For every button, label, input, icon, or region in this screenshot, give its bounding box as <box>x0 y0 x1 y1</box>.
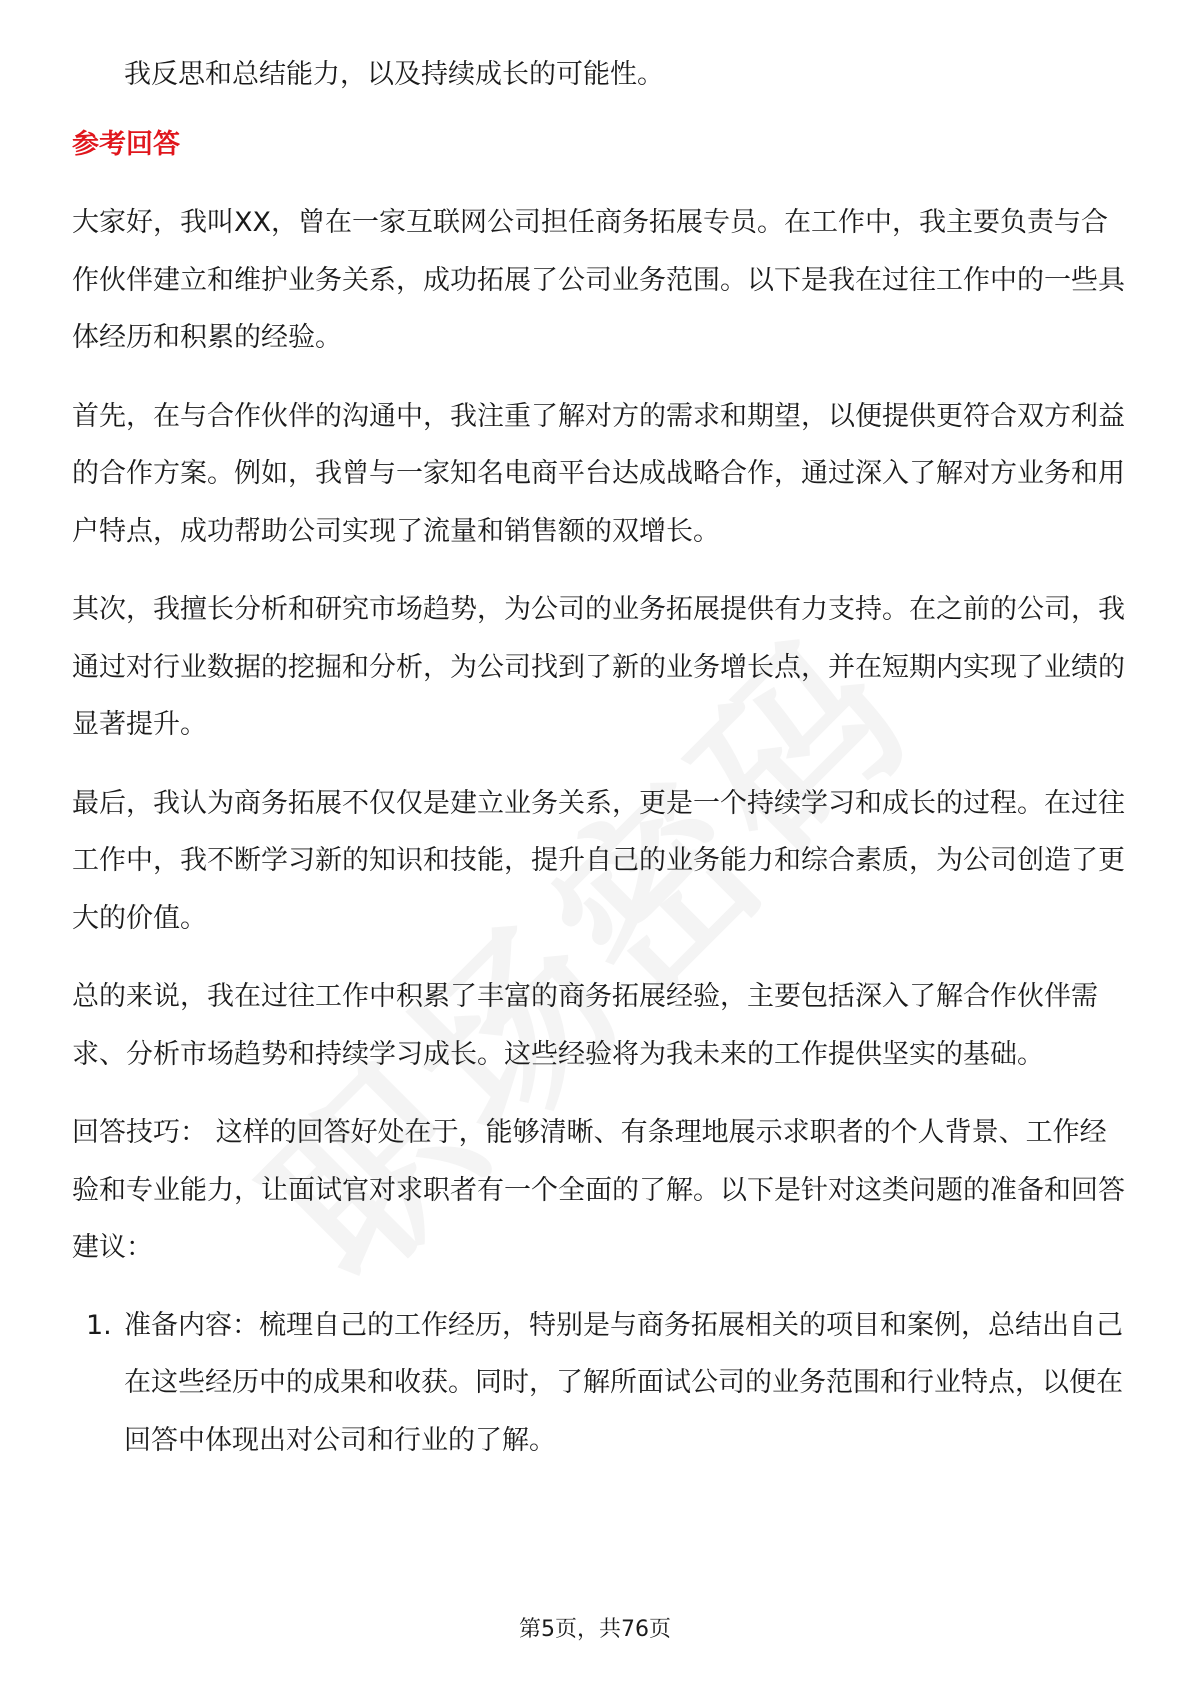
section-heading: 参考回答 <box>72 128 180 160</box>
paragraph-2: 首先，在与合作伙伴的沟通中，我注重了解对方的需求和期望，以便提供更符合双方利益的合作方案。例如，我曾与一家知名电商平台达成战略合作，通过深入了解对方业务和用户特点，成功帮助公司实现了流量和销售额的双增长。 <box>72 400 1125 547</box>
paragraph-5: 总的来说，我在过往工作中积累了丰富的商务拓展经验，主要包括深入了解合作伙伴需求、分析市场趋势和持续学习成长。这些经验将为我未来的工作提供坚实的基础。 <box>72 981 1098 1070</box>
paragraph-tips: 回答技巧： 这样的回答好处在于，能够清晰、有条理地展示求职者的个人背景、工作经验和专业能力，让面试官对求职者有一个全面的了解。以下是针对这类问题的准备和回答建议： <box>72 1117 1125 1263</box>
page-content <box>72 46 1127 1469</box>
paragraph-4: 最后，我认为商务拓展不仅仅是建立业务关系，更是一个持续学习和成长的过程。在过往工作中，我不断学习新的知识和技能，提升自己的业务能力和综合素质，为公司创造了更大的价值。 <box>72 787 1125 934</box>
list-item-number: 1. <box>86 1309 112 1341</box>
paragraph-1: 大家好，我叫XX，曾在一家互联网公司担任商务拓展专员。在工作中，我主要负责与合作伙伴建立和维护业务关系，成功拓展了公司业务范围。以下是我在过往工作中的一些具体经历和积累的经验。 <box>72 207 1125 353</box>
page-number-footer: 第5页，共76页 <box>519 1617 671 1642</box>
list-item <box>72 1297 1127 1470</box>
suggestion-list <box>72 1297 1127 1470</box>
list-item-text: 准备内容：梳理自己的工作经历，特别是与商务拓展相关的项目和案例，总结出自己在这些经历中的成果和收获。同时，了解所面试公司的业务范围和行业特点，以便在回答中体现出对公司和行业的了解。 <box>124 1309 1123 1456</box>
paragraph-3: 其次，我擅长分析和研究市场趋势，为公司的业务拓展提供有力支持。在之前的公司，我通过对行业数据的挖掘和分析，为公司找到了新的业务增长点，并在短期内实现了业绩的显著提升。 <box>72 594 1125 740</box>
continued-line: 我反思和总结能力，以及持续成长的可能性。 <box>124 59 664 90</box>
